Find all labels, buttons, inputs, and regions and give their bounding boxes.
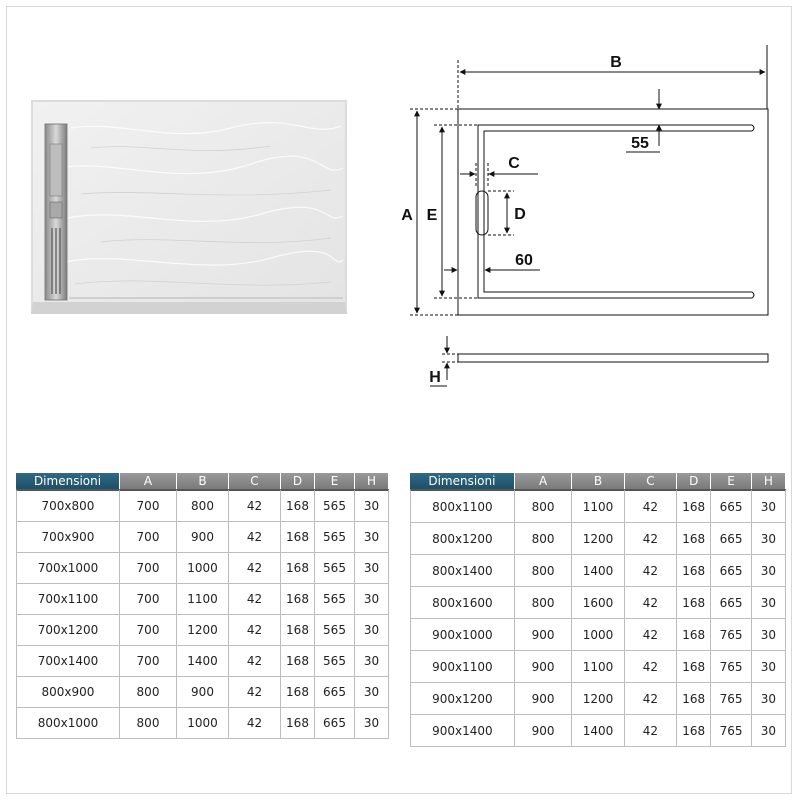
column-header: E xyxy=(315,473,355,489)
table-cell: 765 xyxy=(711,715,751,747)
dimensions-table-left xyxy=(16,473,389,739)
table-cell: 42 xyxy=(625,683,677,715)
table-cell: 168 xyxy=(677,555,711,587)
table-row xyxy=(16,615,389,646)
table-cell: 665 xyxy=(711,489,751,523)
table-cell: 700x1100 xyxy=(16,584,120,615)
column-header: B xyxy=(177,473,229,489)
table-cell: 30 xyxy=(355,584,389,615)
table-row xyxy=(16,489,389,522)
table-cell: 1400 xyxy=(572,555,624,587)
column-header: A xyxy=(120,473,177,489)
table-row xyxy=(410,555,786,587)
table-cell: 30 xyxy=(752,555,786,587)
column-header: H xyxy=(752,473,786,489)
shower-tray-photo xyxy=(31,98,347,314)
table-cell: 800 xyxy=(120,708,177,739)
table-cell: 800x900 xyxy=(16,677,120,708)
table-header-row xyxy=(410,473,786,489)
table-cell: 42 xyxy=(229,489,281,522)
column-header: D xyxy=(281,473,315,489)
table-cell: 30 xyxy=(752,619,786,651)
table-cell: 30 xyxy=(752,523,786,555)
table-cell: 1100 xyxy=(177,584,229,615)
column-header: H xyxy=(355,473,389,489)
table-cell: 800x1000 xyxy=(16,708,120,739)
table-cell: 42 xyxy=(229,646,281,677)
table-cell: 565 xyxy=(315,489,355,522)
dim-label-e: E xyxy=(426,207,438,224)
table-cell: 900 xyxy=(515,715,572,747)
table-cell: 168 xyxy=(281,677,315,708)
table-cell: 30 xyxy=(752,651,786,683)
table-cell: 900 xyxy=(515,619,572,651)
table-cell: 168 xyxy=(281,584,315,615)
table-cell: 900x1100 xyxy=(410,651,515,683)
table-cell: 30 xyxy=(355,489,389,522)
table-row xyxy=(16,584,389,615)
table-cell: 800 xyxy=(515,555,572,587)
table-cell: 1200 xyxy=(572,523,624,555)
table-cell: 1000 xyxy=(177,553,229,584)
table-cell: 565 xyxy=(315,646,355,677)
table-cell: 168 xyxy=(677,587,711,619)
table-row xyxy=(410,683,786,715)
table-row xyxy=(16,646,389,677)
table-cell: 800 xyxy=(515,587,572,619)
table-cell: 700x1400 xyxy=(16,646,120,677)
table-cell: 700 xyxy=(120,615,177,646)
table-cell: 700 xyxy=(120,522,177,553)
table-cell: 1200 xyxy=(572,683,624,715)
table-cell: 42 xyxy=(229,677,281,708)
table-cell: 565 xyxy=(315,553,355,584)
table-row xyxy=(410,489,786,523)
tray-outline xyxy=(458,109,768,315)
dim-label-60: 60 xyxy=(515,252,533,269)
column-header: C xyxy=(229,473,281,489)
table-cell: 700x1000 xyxy=(16,553,120,584)
table-cell: 1000 xyxy=(572,619,624,651)
table-cell: 168 xyxy=(677,489,711,523)
table-cell: 42 xyxy=(625,523,677,555)
table-cell: 168 xyxy=(281,646,315,677)
column-header: D xyxy=(677,473,711,489)
table-cell: 900 xyxy=(177,522,229,553)
table-row xyxy=(410,715,786,747)
tray-side-profile xyxy=(458,354,768,362)
table-cell: 168 xyxy=(677,651,711,683)
table-row xyxy=(410,619,786,651)
table-cell: 665 xyxy=(711,555,751,587)
table-cell: 42 xyxy=(625,587,677,619)
table-cell: 700 xyxy=(120,646,177,677)
table-cell: 900 xyxy=(515,651,572,683)
table-cell: 800 xyxy=(177,489,229,522)
table-cell: 168 xyxy=(281,708,315,739)
table-cell: 30 xyxy=(752,683,786,715)
table-row xyxy=(410,587,786,619)
table-cell: 700 xyxy=(120,489,177,522)
table-cell: 900 xyxy=(177,677,229,708)
table-cell: 700x1200 xyxy=(16,615,120,646)
dim-label-b: B xyxy=(610,54,622,71)
table-cell: 1400 xyxy=(177,646,229,677)
table-cell: 30 xyxy=(355,708,389,739)
table-cell: 30 xyxy=(355,553,389,584)
table-row xyxy=(410,523,786,555)
table-cell: 1600 xyxy=(572,587,624,619)
table-cell: 168 xyxy=(281,489,315,522)
table-cell: 765 xyxy=(711,683,751,715)
table-cell: 1400 xyxy=(572,715,624,747)
table-cell: 42 xyxy=(625,555,677,587)
table-cell: 42 xyxy=(625,619,677,651)
table-row xyxy=(16,522,389,553)
column-header: Dimensioni xyxy=(16,473,120,489)
table-cell: 565 xyxy=(315,522,355,553)
table-cell: 565 xyxy=(315,584,355,615)
dimensions-table-right xyxy=(410,473,786,747)
table-cell: 42 xyxy=(625,651,677,683)
table-cell: 168 xyxy=(677,523,711,555)
table-cell: 42 xyxy=(625,715,677,747)
table-cell: 30 xyxy=(752,587,786,619)
table-cell: 765 xyxy=(711,619,751,651)
table-row xyxy=(16,708,389,739)
dim-label-d: D xyxy=(514,206,526,223)
table-cell: 900x1000 xyxy=(410,619,515,651)
table-cell: 665 xyxy=(315,708,355,739)
dim-label-55: 55 xyxy=(631,135,649,152)
table-cell: 900x1200 xyxy=(410,683,515,715)
column-header: Dimensioni xyxy=(410,473,515,489)
table-cell: 42 xyxy=(229,708,281,739)
table-cell: 42 xyxy=(229,522,281,553)
table-cell: 1200 xyxy=(177,615,229,646)
table-cell: 765 xyxy=(711,651,751,683)
table-cell: 900x1400 xyxy=(410,715,515,747)
table-cell: 665 xyxy=(315,677,355,708)
table-cell: 30 xyxy=(752,489,786,523)
table-cell: 700 xyxy=(120,553,177,584)
table-cell: 30 xyxy=(355,615,389,646)
table-cell: 800x1200 xyxy=(410,523,515,555)
table-cell: 800 xyxy=(515,489,572,523)
table-cell: 1000 xyxy=(177,708,229,739)
table-cell: 42 xyxy=(229,553,281,584)
table-cell: 565 xyxy=(315,615,355,646)
table-cell: 665 xyxy=(711,523,751,555)
table-cell: 1100 xyxy=(572,651,624,683)
dim-label-h: H xyxy=(429,369,441,386)
table-cell: 900 xyxy=(515,683,572,715)
table-cell: 800x1600 xyxy=(410,587,515,619)
table-cell: 168 xyxy=(677,715,711,747)
technical-drawing xyxy=(390,40,790,400)
table-cell: 1100 xyxy=(572,489,624,523)
table-cell: 168 xyxy=(281,615,315,646)
table-cell: 42 xyxy=(229,615,281,646)
table-row xyxy=(410,651,786,683)
table-cell: 30 xyxy=(752,715,786,747)
table-cell: 168 xyxy=(281,553,315,584)
table-cell: 800x1400 xyxy=(410,555,515,587)
table-row xyxy=(16,677,389,708)
table-cell: 168 xyxy=(677,683,711,715)
column-header: A xyxy=(515,473,572,489)
table-row xyxy=(16,553,389,584)
table-cell: 42 xyxy=(625,489,677,523)
table-cell: 42 xyxy=(229,584,281,615)
column-header: B xyxy=(572,473,624,489)
dim-label-c: C xyxy=(508,155,520,172)
column-header: E xyxy=(711,473,751,489)
dim-label-a: A xyxy=(401,207,413,224)
table-cell: 700x900 xyxy=(16,522,120,553)
table-cell: 30 xyxy=(355,522,389,553)
column-header: C xyxy=(625,473,677,489)
table-cell: 30 xyxy=(355,677,389,708)
table-cell: 700 xyxy=(120,584,177,615)
table-cell: 800 xyxy=(515,523,572,555)
table-cell: 665 xyxy=(711,587,751,619)
table-cell: 700x800 xyxy=(16,489,120,522)
table-cell: 168 xyxy=(281,522,315,553)
table-cell: 800 xyxy=(120,677,177,708)
table-cell: 800x1100 xyxy=(410,489,515,523)
table-header-row xyxy=(16,473,389,489)
table-cell: 168 xyxy=(677,619,711,651)
table-cell: 30 xyxy=(355,646,389,677)
